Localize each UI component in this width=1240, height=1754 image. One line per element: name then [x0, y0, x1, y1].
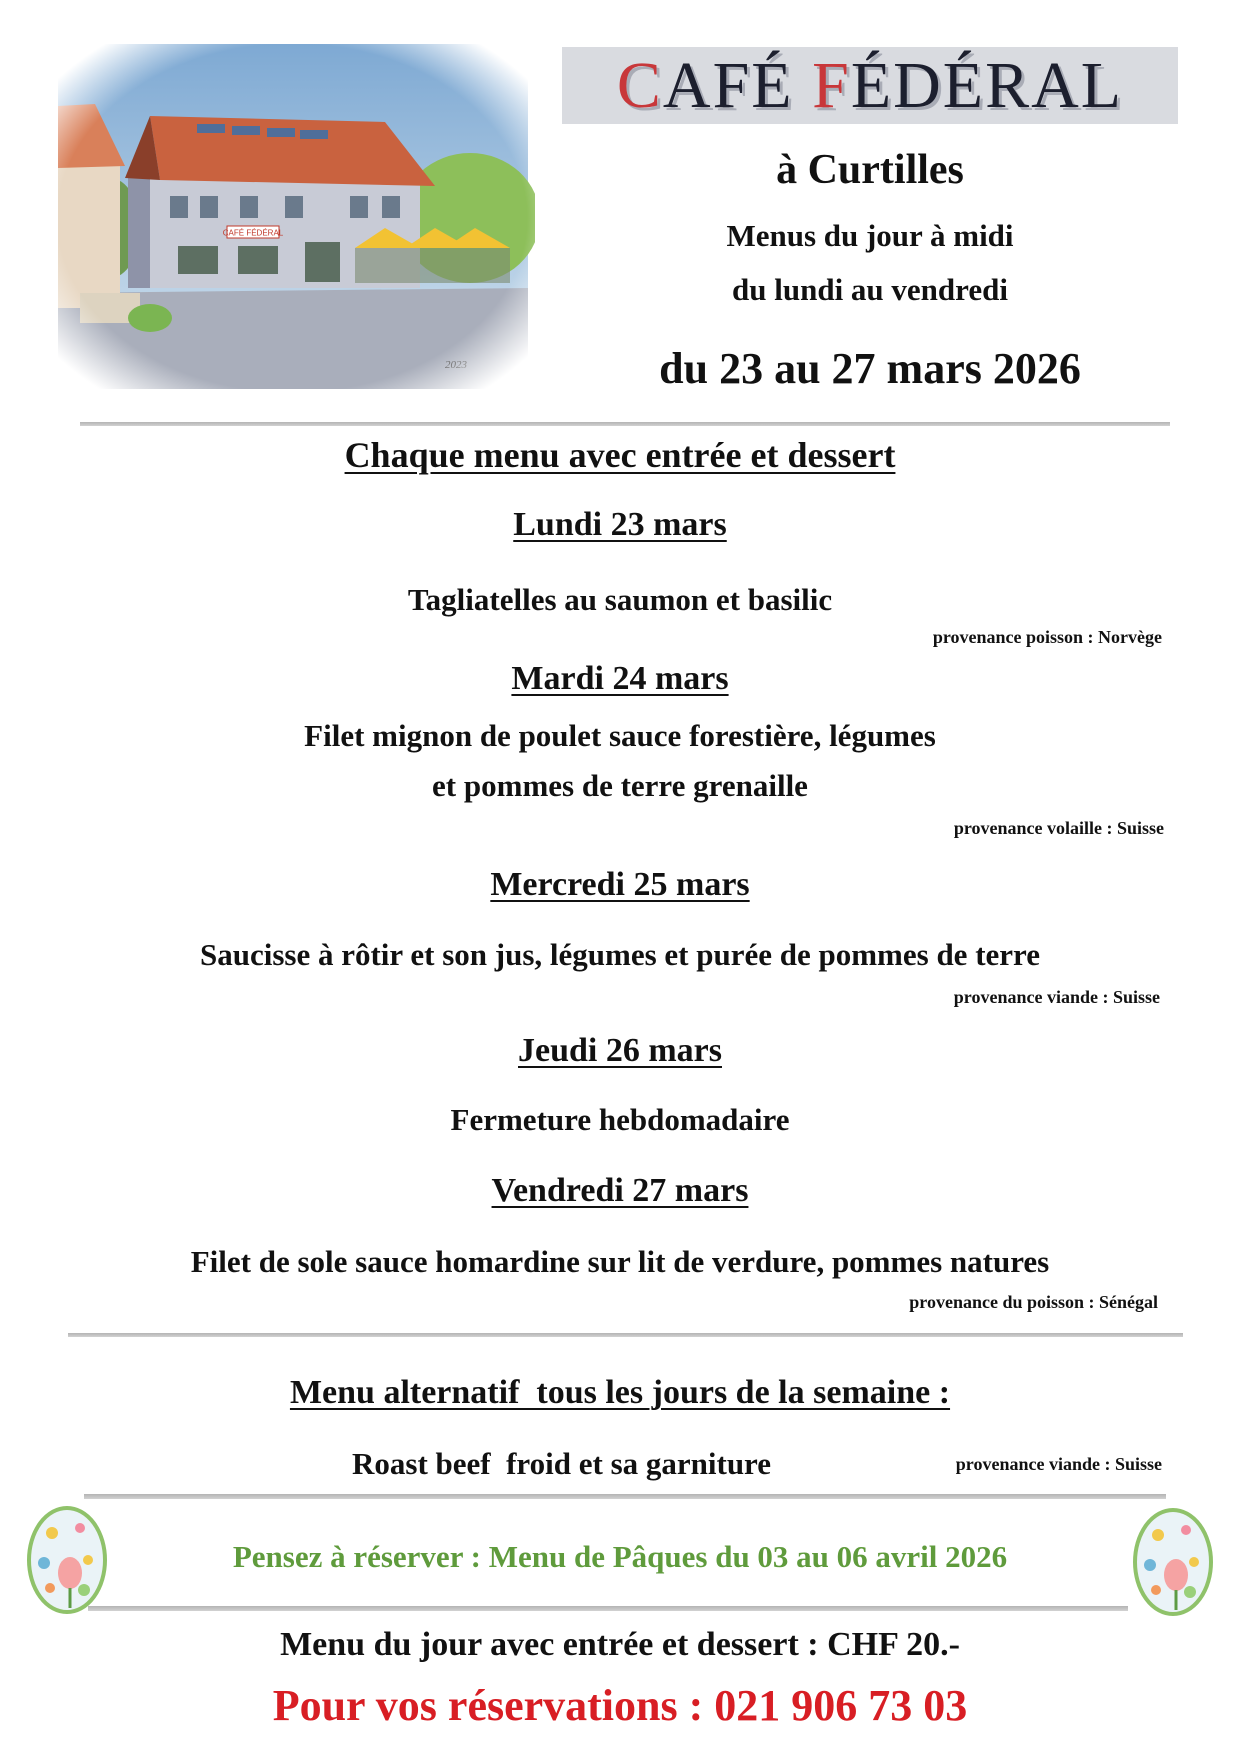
location: à Curtilles	[776, 147, 964, 193]
dish-vendredi: Filet de sole sauce homardine sur lit de verdure, pommes natures	[190, 1244, 1050, 1279]
dish-mardi-line-1: Filet mignon de poulet sauce forestière, légumes	[304, 718, 936, 753]
day-title-vendredi: Vendredi 27 mars	[491, 1172, 749, 1209]
subtitle-line-2: du lundi au vendredi	[732, 272, 1008, 307]
menu-heading: Chaque menu avec entrée et dessert	[344, 435, 896, 475]
vignette	[50, 38, 535, 398]
provenance-mardi: provenance volaille : Suisse	[953, 818, 1164, 838]
alternative-dish: Roast beef froid et sa garniture	[352, 1446, 772, 1481]
easter-reminder: Pensez à réserver : Menu de Pâques du 03 au 06 avril 2026	[232, 1539, 1008, 1574]
logo-banner	[562, 47, 1178, 124]
provenance-lundi: provenance poisson : Norvège	[932, 627, 1162, 647]
logo-word-cafe: AFÉ	[662, 48, 813, 122]
reservation-phone[interactable]: Pour vos réservations : 021 906 73 03	[272, 1681, 968, 1730]
provenance-mercredi: provenance viande : Suisse	[953, 987, 1160, 1007]
menu-price: Menu du jour avec entrée et dessert : CHF 20.-	[280, 1626, 960, 1663]
day-title-lundi: Lundi 23 mars	[513, 506, 727, 543]
dish-mardi-line-2: et pommes de terre grenaille	[432, 768, 808, 803]
cafe-building-illustration	[50, 38, 535, 398]
logo-letter-f: F	[812, 48, 851, 122]
logo-word-federal: ÉDÉRAL	[850, 48, 1124, 122]
cafe-logo-text	[616, 48, 1124, 122]
alternative-heading: Menu alternatif tous les jours de la semaine :	[289, 1374, 951, 1411]
provenance-vendredi: provenance du poisson : Sénégal	[909, 1292, 1158, 1312]
day-title-jeudi: Jeudi 26 mars	[518, 1032, 722, 1069]
date-range: du 23 au 27 mars 2026	[659, 344, 1081, 393]
dish-mercredi: Saucisse à rôtir et son jus, légumes et purée de pommes de terre	[199, 937, 1040, 972]
day-title-mercredi: Mercredi 25 mars	[490, 866, 750, 903]
dish-lundi: Tagliatelles au saumon et basilic	[407, 582, 833, 617]
divider	[84, 1494, 1166, 1499]
logo-letter-c: C	[616, 48, 663, 122]
dish-jeudi: Fermeture hebdomadaire	[450, 1102, 790, 1137]
alternative-provenance: provenance viande : Suisse	[955, 1454, 1162, 1474]
day-title-mardi: Mardi 24 mars	[511, 660, 729, 697]
divider	[88, 1606, 1128, 1611]
divider	[80, 422, 1170, 426]
subtitle-line-1: Menus du jour à midi	[726, 218, 1014, 253]
divider	[68, 1333, 1183, 1337]
